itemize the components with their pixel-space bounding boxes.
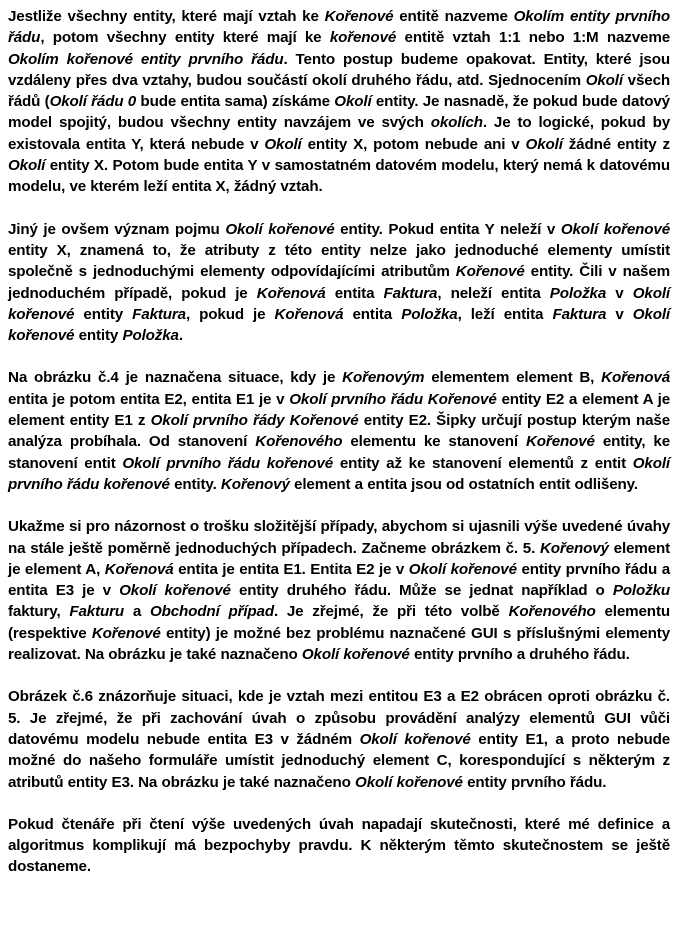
text-run: elementem element B, bbox=[424, 369, 602, 387]
emphasis-run: Kořenového bbox=[508, 603, 596, 621]
text-run: . Tento postup budeme opakovat. Entity, které jsou vzdáleny přes dva vztahy, budou součástí okolí druhého řádu, atd. Sjednocením bbox=[8, 50, 670, 89]
text-run: Na obrázku č.4 je naznačena situace, kdy je bbox=[8, 369, 343, 387]
emphasis-run: Okolí kořenové bbox=[225, 220, 335, 238]
text-run: entita bbox=[343, 305, 402, 323]
text-run: v bbox=[606, 284, 633, 302]
text-run: element a entita jsou od ostatních entit odlišeny. bbox=[289, 475, 638, 493]
paragraph bbox=[8, 516, 670, 665]
emphasis-run: Okolí bbox=[525, 135, 563, 153]
emphasis-run: Okolí bbox=[585, 71, 623, 89]
emphasis-run: Kořenovým bbox=[342, 369, 425, 387]
text-run: element je element A, bbox=[8, 539, 670, 578]
text-run: bude entita sama) získáme bbox=[136, 93, 335, 111]
text-run: , leží entita bbox=[457, 305, 553, 323]
text-run: , pokud je bbox=[185, 305, 275, 323]
emphasis-run: Kořenového bbox=[255, 433, 343, 451]
emphasis-run: Okolí prvního řádu kořenové bbox=[8, 454, 670, 493]
text-run: Jestliže všechny entity, které mají vztah ke bbox=[8, 8, 325, 25]
emphasis-run: Kořenová bbox=[256, 284, 326, 302]
text-run: entity prvního řádu. bbox=[462, 773, 607, 791]
emphasis-run: Faktura bbox=[383, 284, 438, 302]
text-run: entity bbox=[74, 327, 123, 345]
emphasis-run: Položka bbox=[549, 284, 607, 302]
text-run: entity X. Potom bude entita Y v samostatném datovém modelu, který nemá k datovému modelu, ve kterém leží entita X, žádný vztah. bbox=[8, 157, 670, 196]
emphasis-run: Okolí kořenové bbox=[560, 220, 671, 238]
text-run: entity prvního řádu a entita E3 je v bbox=[8, 560, 670, 600]
emphasis-run: Okolí bbox=[264, 135, 302, 153]
emphasis-run: Okolí prvního řády Kořenové bbox=[150, 412, 359, 430]
text-run: a bbox=[124, 603, 150, 621]
text-run: entity E2 a element A je element entity E1 z bbox=[8, 390, 670, 430]
text-run: entity. bbox=[169, 475, 221, 493]
text-run: v bbox=[606, 305, 633, 323]
emphasis-run: Okolí řádu 0 bbox=[49, 93, 137, 111]
text-run: entity až ke stanovení elementů z entit bbox=[333, 454, 633, 472]
text-run: entita bbox=[325, 284, 384, 302]
text-run: entity druhého řádu. Může se jednat například o bbox=[230, 582, 613, 600]
text-run: entity. Čili v našem jednoduchém případě, pokud je bbox=[8, 263, 671, 302]
emphasis-run: Okolí kořenové bbox=[359, 730, 471, 748]
text-run: entitě vztah 1:1 nebo 1:M nazveme bbox=[396, 29, 670, 47]
emphasis-run: Kořenová bbox=[104, 560, 174, 578]
emphasis-run: Kořenové bbox=[324, 8, 394, 25]
text-run: všech řádů ( bbox=[8, 71, 670, 111]
emphasis-run: Okolím kořenové entity prvního řádu bbox=[8, 50, 284, 68]
text-run: elementu (respektive bbox=[8, 603, 670, 642]
text-run: Ukažme si pro názornost o trošku složitější případy, abychom si ujasnili výše uvedené úvahy na stále ještě poměrně jednoduchých případech. Začneme obrázkem č. 5. bbox=[8, 518, 670, 557]
emphasis-run: Okolím entity prvního řádu bbox=[8, 8, 670, 47]
paragraph bbox=[8, 367, 670, 495]
text-run: elementu ke stanovení bbox=[342, 433, 526, 451]
text-run: entity bbox=[74, 305, 133, 323]
text-run: , neleží entita bbox=[437, 284, 550, 302]
emphasis-run: Okolí bbox=[334, 93, 372, 111]
text-run: entity, ke stanovení entit bbox=[8, 433, 670, 472]
emphasis-run: Položka bbox=[401, 305, 458, 323]
emphasis-run: Faktura bbox=[552, 305, 607, 323]
emphasis-run: Faktura bbox=[132, 305, 186, 323]
emphasis-run: Položka bbox=[122, 327, 179, 345]
emphasis-run: Okolí bbox=[8, 157, 46, 175]
document-body bbox=[8, 6, 670, 878]
emphasis-run: Kořenové bbox=[525, 433, 595, 451]
text-run: . Je zřejmé, že při této volbě bbox=[273, 603, 509, 621]
emphasis-run: Obchodní případ bbox=[149, 603, 274, 621]
text-run: . bbox=[178, 327, 183, 345]
emphasis-run: Fakturu bbox=[69, 603, 125, 621]
emphasis-run: kořenové bbox=[329, 29, 397, 47]
text-run: entitě nazveme bbox=[393, 8, 514, 25]
text-run: Obrázek č.6 znázorňuje situaci, kde je vztah mezi entitou E3 a E2 obrácen oproti obrázku č. 5. Je zřejmé, že při zachování úvah o způsobu provádění analýzy elementů GUI vůči datovému modelu nebude entita E3 v žádném bbox=[8, 688, 670, 748]
emphasis-run: Okolí kořenové bbox=[8, 284, 670, 323]
text-run: entity. Pokud entita Y neleží v bbox=[334, 220, 561, 238]
emphasis-run: Kořenový bbox=[220, 475, 290, 493]
emphasis-run: Kořenová bbox=[274, 305, 344, 323]
text-run: Jiný je ovšem význam pojmu bbox=[8, 220, 226, 238]
emphasis-run: Kořenové bbox=[455, 263, 525, 281]
emphasis-run: Okolí kořenové bbox=[355, 773, 463, 791]
text-run: entity E1, a proto nebude možné do našeho formuláře umístit jednoduchý element C, korespondující s některým z atributů entity E3. Na obrázku je také naznačeno bbox=[8, 730, 671, 791]
text-run: entity X, potom nebude ani v bbox=[301, 135, 526, 153]
text-run: entita je potom entita E2, entita E1 je v bbox=[8, 390, 290, 408]
text-run: entity E2. Šipky určují postup kterým naše analýza probíhala. Od stanovení bbox=[8, 412, 670, 451]
text-run: žádné entity z bbox=[562, 135, 670, 153]
text-run: entita je entita E1. Entita E2 je v bbox=[173, 560, 409, 578]
text-run: entity prvního a druhého řádu. bbox=[409, 646, 630, 664]
emphasis-run: Okolí kořenové bbox=[301, 646, 410, 664]
text-run: . Je to logické, pokud by existovala entita Y, která nebude v bbox=[8, 114, 670, 153]
paragraph bbox=[8, 6, 670, 198]
emphasis-run: Okolí kořenové bbox=[8, 305, 670, 345]
emphasis-run: Okolí kořenové bbox=[119, 582, 231, 600]
emphasis-run: Položku bbox=[612, 582, 670, 600]
emphasis-run: Kořenové bbox=[91, 624, 161, 642]
text-run: , potom všechny entity které mají ke bbox=[40, 29, 330, 47]
paragraph bbox=[8, 219, 670, 347]
text-run: entity. Je nasnadě, že pokud bude datový model spojitý, budou všechny entity navzájem ve svých bbox=[8, 93, 670, 132]
emphasis-run: Kořenový bbox=[539, 539, 609, 557]
emphasis-run: Kořenová bbox=[601, 369, 670, 387]
text-run: entity X, znamená to, že atributy z této entity nelze jako jednoduché elementy umístit společně s jednoduchými elementy odpovídajícími atributům bbox=[8, 241, 670, 281]
emphasis-run: Okolí kořenové bbox=[408, 560, 517, 578]
text-run: faktury, bbox=[8, 603, 70, 621]
emphasis-run: Okolí prvního řádu kořenové bbox=[122, 454, 334, 472]
text-run: entity) je možné bez problému naznačené GUI s příslušnými elementy realizovat. Na obrázku je také naznačeno bbox=[8, 624, 670, 664]
paragraph bbox=[8, 814, 670, 878]
emphasis-run: okolích bbox=[430, 114, 483, 132]
emphasis-run: Okolí prvního řádu Kořenové bbox=[289, 390, 497, 408]
paragraph bbox=[8, 686, 670, 792]
text-run: Pokud čtenáře při čtení výše uvedených úvah napadají skutečnosti, které mé definice a algoritmus komplikují má bezpochyby pravdu. K některým těmto skutečnostem se ještě dostaneme. bbox=[8, 815, 670, 876]
